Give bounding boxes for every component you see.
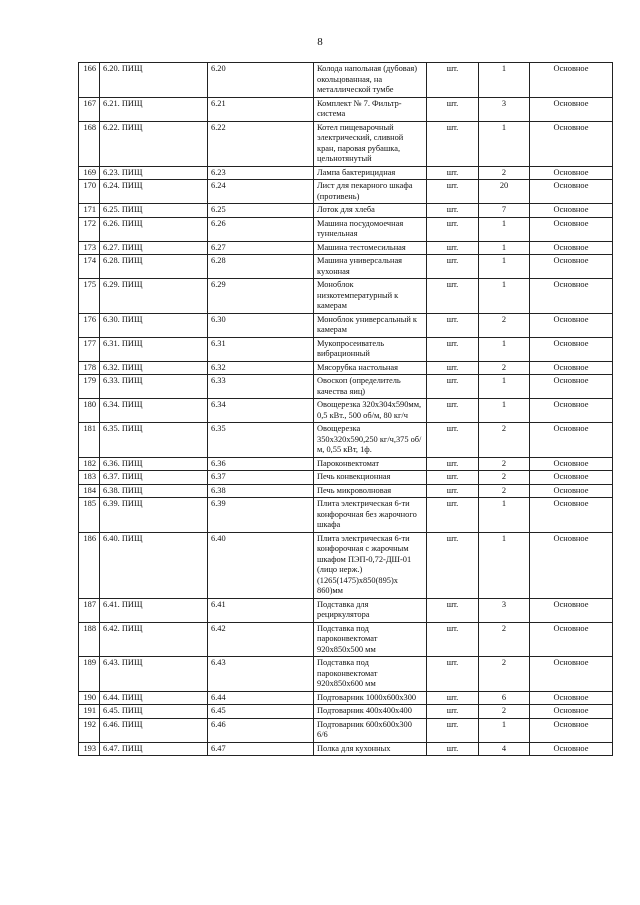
- item-reference-cell: 6.23: [208, 166, 314, 180]
- equipment-type-cell: Основное: [530, 532, 613, 598]
- item-code-cell: 6.23. ПИЩ: [100, 166, 208, 180]
- row-number-cell: 171: [79, 204, 100, 218]
- quantity-cell: 7: [479, 204, 530, 218]
- item-reference-cell: 6.27: [208, 241, 314, 255]
- table-row: [79, 180, 613, 204]
- equipment-type-cell: Основное: [530, 337, 613, 361]
- item-name-cell: Подтоварник 400х400х400: [314, 705, 427, 719]
- equipment-type-cell: Основное: [530, 121, 613, 166]
- item-name-cell: Колода напольная (дубовая) окольцованная, на металлической тумбе: [314, 63, 427, 98]
- row-number-cell: 181: [79, 423, 100, 458]
- table-row: [79, 742, 613, 756]
- table-row: [79, 498, 613, 533]
- row-number-cell: 185: [79, 498, 100, 533]
- item-name-cell: Подтоварник 1000х600х300: [314, 691, 427, 705]
- item-reference-cell: 6.38: [208, 484, 314, 498]
- item-reference-cell: 6.25: [208, 204, 314, 218]
- item-code-cell: 6.43. ПИЩ: [100, 657, 208, 692]
- unit-cell: шт.: [427, 399, 479, 423]
- item-name-cell: Овоскоп (определитель качества яиц): [314, 375, 427, 399]
- item-reference-cell: 6.28: [208, 255, 314, 279]
- unit-cell: шт.: [427, 532, 479, 598]
- equipment-type-cell: Основное: [530, 279, 613, 314]
- row-number-cell: 189: [79, 657, 100, 692]
- quantity-cell: 2: [479, 484, 530, 498]
- item-code-cell: 6.38. ПИЩ: [100, 484, 208, 498]
- unit-cell: шт.: [427, 375, 479, 399]
- equipment-type-cell: Основное: [530, 204, 613, 218]
- quantity-cell: 2: [479, 471, 530, 485]
- row-number-cell: 191: [79, 705, 100, 719]
- table-row: [79, 705, 613, 719]
- item-name-cell: Овощерезка 320х304х590мм, 0,5 кВт., 500 об/м, 80 кг/ч: [314, 399, 427, 423]
- item-name-cell: Комплект № 7. Фильтр-система: [314, 97, 427, 121]
- table-row: [79, 204, 613, 218]
- equipment-type-cell: Основное: [530, 484, 613, 498]
- equipment-type-cell: Основное: [530, 166, 613, 180]
- item-reference-cell: 6.26: [208, 217, 314, 241]
- item-reference-cell: 6.22: [208, 121, 314, 166]
- item-name-cell: Мясорубка настольная: [314, 361, 427, 375]
- table-row: [79, 622, 613, 657]
- table-row: [79, 255, 613, 279]
- equipment-type-cell: Основное: [530, 657, 613, 692]
- unit-cell: шт.: [427, 457, 479, 471]
- item-reference-cell: 6.20: [208, 63, 314, 98]
- table-row: [79, 691, 613, 705]
- item-reference-cell: 6.31: [208, 337, 314, 361]
- quantity-cell: 2: [479, 705, 530, 719]
- unit-cell: шт.: [427, 97, 479, 121]
- equipment-type-cell: Основное: [530, 361, 613, 375]
- item-reference-cell: 6.44: [208, 691, 314, 705]
- item-reference-cell: 6.40: [208, 532, 314, 598]
- equipment-type-cell: Основное: [530, 471, 613, 485]
- item-code-cell: 6.33. ПИЩ: [100, 375, 208, 399]
- unit-cell: шт.: [427, 121, 479, 166]
- item-code-cell: 6.29. ПИЩ: [100, 279, 208, 314]
- item-code-cell: 6.21. ПИЩ: [100, 97, 208, 121]
- table-row: [79, 484, 613, 498]
- item-reference-cell: 6.47: [208, 742, 314, 756]
- unit-cell: шт.: [427, 498, 479, 533]
- quantity-cell: 2: [479, 423, 530, 458]
- row-number-cell: 186: [79, 532, 100, 598]
- row-number-cell: 169: [79, 166, 100, 180]
- row-number-cell: 182: [79, 457, 100, 471]
- table-row: [79, 471, 613, 485]
- table-row: [79, 166, 613, 180]
- item-reference-cell: 6.21: [208, 97, 314, 121]
- quantity-cell: 2: [479, 313, 530, 337]
- item-reference-cell: 6.46: [208, 718, 314, 742]
- item-reference-cell: 6.24: [208, 180, 314, 204]
- row-number-cell: 176: [79, 313, 100, 337]
- unit-cell: шт.: [427, 241, 479, 255]
- row-number-cell: 192: [79, 718, 100, 742]
- item-code-cell: 6.40. ПИЩ: [100, 532, 208, 598]
- equipment-type-cell: Основное: [530, 375, 613, 399]
- table-row: [79, 657, 613, 692]
- equipment-type-cell: Основное: [530, 423, 613, 458]
- item-name-cell: Подставка для рециркулятора: [314, 598, 427, 622]
- item-code-cell: 6.31. ПИЩ: [100, 337, 208, 361]
- inventory-table-body: [79, 63, 613, 756]
- row-number-cell: 172: [79, 217, 100, 241]
- table-row: [79, 279, 613, 314]
- unit-cell: шт.: [427, 313, 479, 337]
- row-number-cell: 173: [79, 241, 100, 255]
- equipment-type-cell: Основное: [530, 399, 613, 423]
- item-name-cell: Моноблок универсальный к камерам: [314, 313, 427, 337]
- table-row: [79, 97, 613, 121]
- quantity-cell: 1: [479, 241, 530, 255]
- item-name-cell: Овощерезка 350х320х590,250 кг/ч,375 об/м, 0,55 кВт, 1ф.: [314, 423, 427, 458]
- item-code-cell: 6.30. ПИЩ: [100, 313, 208, 337]
- quantity-cell: 1: [479, 63, 530, 98]
- item-name-cell: Печь микроволновая: [314, 484, 427, 498]
- item-reference-cell: 6.33: [208, 375, 314, 399]
- row-number-cell: 178: [79, 361, 100, 375]
- table-row: [79, 375, 613, 399]
- quantity-cell: 20: [479, 180, 530, 204]
- item-code-cell: 6.45. ПИЩ: [100, 705, 208, 719]
- unit-cell: шт.: [427, 691, 479, 705]
- quantity-cell: 2: [479, 457, 530, 471]
- item-reference-cell: 6.41: [208, 598, 314, 622]
- item-code-cell: 6.25. ПИЩ: [100, 204, 208, 218]
- row-number-cell: 167: [79, 97, 100, 121]
- unit-cell: шт.: [427, 166, 479, 180]
- equipment-type-cell: Основное: [530, 691, 613, 705]
- unit-cell: шт.: [427, 180, 479, 204]
- item-code-cell: 6.20. ПИЩ: [100, 63, 208, 98]
- unit-cell: шт.: [427, 484, 479, 498]
- row-number-cell: 188: [79, 622, 100, 657]
- item-name-cell: Пароконвектомат: [314, 457, 427, 471]
- table-row: [79, 457, 613, 471]
- quantity-cell: 2: [479, 622, 530, 657]
- item-code-cell: 6.46. ПИЩ: [100, 718, 208, 742]
- table-row: [79, 423, 613, 458]
- item-name-cell: Плита электрическая 6-ти конфорочная без жарочного шкафа: [314, 498, 427, 533]
- item-reference-cell: 6.35: [208, 423, 314, 458]
- unit-cell: шт.: [427, 361, 479, 375]
- unit-cell: шт.: [427, 705, 479, 719]
- item-reference-cell: 6.43: [208, 657, 314, 692]
- item-code-cell: 6.39. ПИЩ: [100, 498, 208, 533]
- equipment-type-cell: Основное: [530, 498, 613, 533]
- unit-cell: шт.: [427, 718, 479, 742]
- row-number-cell: 180: [79, 399, 100, 423]
- item-reference-cell: 6.29: [208, 279, 314, 314]
- item-name-cell: Подставка под пароконвектомат 920х850х600 мм: [314, 657, 427, 692]
- unit-cell: шт.: [427, 423, 479, 458]
- item-code-cell: 6.32. ПИЩ: [100, 361, 208, 375]
- unit-cell: шт.: [427, 217, 479, 241]
- item-name-cell: Моноблок низкотемпературный к камерам: [314, 279, 427, 314]
- item-code-cell: 6.47. ПИЩ: [100, 742, 208, 756]
- item-reference-cell: 6.45: [208, 705, 314, 719]
- quantity-cell: 6: [479, 691, 530, 705]
- row-number-cell: 179: [79, 375, 100, 399]
- quantity-cell: 3: [479, 97, 530, 121]
- item-code-cell: 6.37. ПИЩ: [100, 471, 208, 485]
- item-name-cell: Подставка под пароконвектомат 920х850х500 мм: [314, 622, 427, 657]
- item-code-cell: 6.22. ПИЩ: [100, 121, 208, 166]
- row-number-cell: 183: [79, 471, 100, 485]
- item-name-cell: Полка для кухонных: [314, 742, 427, 756]
- item-reference-cell: 6.42: [208, 622, 314, 657]
- item-reference-cell: 6.34: [208, 399, 314, 423]
- quantity-cell: 1: [479, 718, 530, 742]
- unit-cell: шт.: [427, 337, 479, 361]
- unit-cell: шт.: [427, 204, 479, 218]
- equipment-type-cell: Основное: [530, 255, 613, 279]
- item-reference-cell: 6.39: [208, 498, 314, 533]
- item-name-cell: Машина тестомесильная: [314, 241, 427, 255]
- item-name-cell: Машина посудомоечная туннельная: [314, 217, 427, 241]
- item-code-cell: 6.36. ПИЩ: [100, 457, 208, 471]
- unit-cell: шт.: [427, 598, 479, 622]
- item-name-cell: Лампа бактерицидная: [314, 166, 427, 180]
- table-row: [79, 217, 613, 241]
- item-code-cell: 6.28. ПИЩ: [100, 255, 208, 279]
- table-row: [79, 241, 613, 255]
- table-row: [79, 718, 613, 742]
- item-code-cell: 6.24. ПИЩ: [100, 180, 208, 204]
- row-number-cell: 190: [79, 691, 100, 705]
- equipment-type-cell: Основное: [530, 217, 613, 241]
- unit-cell: шт.: [427, 279, 479, 314]
- table-row: [79, 399, 613, 423]
- item-code-cell: 6.34. ПИЩ: [100, 399, 208, 423]
- unit-cell: шт.: [427, 471, 479, 485]
- page-number: 8: [317, 36, 323, 48]
- unit-cell: шт.: [427, 742, 479, 756]
- equipment-type-cell: Основное: [530, 63, 613, 98]
- equipment-type-cell: Основное: [530, 180, 613, 204]
- item-code-cell: 6.27. ПИЩ: [100, 241, 208, 255]
- table-row: [79, 337, 613, 361]
- equipment-type-cell: Основное: [530, 97, 613, 121]
- quantity-cell: 1: [479, 217, 530, 241]
- equipment-type-cell: Основное: [530, 742, 613, 756]
- row-number-cell: 168: [79, 121, 100, 166]
- item-code-cell: 6.44. ПИЩ: [100, 691, 208, 705]
- row-number-cell: 187: [79, 598, 100, 622]
- table-row: [79, 598, 613, 622]
- item-code-cell: 6.41. ПИЩ: [100, 598, 208, 622]
- quantity-cell: 1: [479, 375, 530, 399]
- item-name-cell: Машина универсальная кухонная: [314, 255, 427, 279]
- quantity-cell: 2: [479, 166, 530, 180]
- equipment-type-cell: Основное: [530, 241, 613, 255]
- unit-cell: шт.: [427, 63, 479, 98]
- table-row: [79, 532, 613, 598]
- row-number-cell: 177: [79, 337, 100, 361]
- item-name-cell: Котел пищеварочный электрический, сливной кран, паровая рубашка, цельнотянутый: [314, 121, 427, 166]
- row-number-cell: 175: [79, 279, 100, 314]
- equipment-type-cell: Основное: [530, 313, 613, 337]
- quantity-cell: 1: [479, 532, 530, 598]
- unit-cell: шт.: [427, 657, 479, 692]
- item-reference-cell: 6.30: [208, 313, 314, 337]
- equipment-type-cell: Основное: [530, 718, 613, 742]
- item-code-cell: 6.26. ПИЩ: [100, 217, 208, 241]
- equipment-type-cell: Основное: [530, 622, 613, 657]
- equipment-type-cell: Основное: [530, 598, 613, 622]
- item-name-cell: Лоток для хлеба: [314, 204, 427, 218]
- item-name-cell: Печь конвекционная: [314, 471, 427, 485]
- quantity-cell: 1: [479, 337, 530, 361]
- item-name-cell: Лист для пекарного шкафа (противень): [314, 180, 427, 204]
- item-name-cell: Подтоварник 600х600х300 6/6: [314, 718, 427, 742]
- unit-cell: шт.: [427, 255, 479, 279]
- equipment-type-cell: Основное: [530, 457, 613, 471]
- row-number-cell: 184: [79, 484, 100, 498]
- row-number-cell: 170: [79, 180, 100, 204]
- item-code-cell: 6.35. ПИЩ: [100, 423, 208, 458]
- item-name-cell: Мукопросеиватель вибрационный: [314, 337, 427, 361]
- quantity-cell: 2: [479, 361, 530, 375]
- row-number-cell: 174: [79, 255, 100, 279]
- row-number-cell: 193: [79, 742, 100, 756]
- table-row: [79, 63, 613, 98]
- quantity-cell: 1: [479, 255, 530, 279]
- table-row: [79, 361, 613, 375]
- item-reference-cell: 6.32: [208, 361, 314, 375]
- quantity-cell: 3: [479, 598, 530, 622]
- inventory-table: [78, 62, 613, 756]
- table-row: [79, 121, 613, 166]
- quantity-cell: 1: [479, 121, 530, 166]
- item-reference-cell: 6.37: [208, 471, 314, 485]
- quantity-cell: 1: [479, 498, 530, 533]
- row-number-cell: 166: [79, 63, 100, 98]
- unit-cell: шт.: [427, 622, 479, 657]
- equipment-type-cell: Основное: [530, 705, 613, 719]
- item-name-cell: Плита электрическая 6-ти конфорочная с жарочным шкафом ПЭП-0,72-ДШ-01 (лицо нерж.) (1265(1475)х850(895)х 860)мм: [314, 532, 427, 598]
- quantity-cell: 4: [479, 742, 530, 756]
- quantity-cell: 2: [479, 657, 530, 692]
- item-code-cell: 6.42. ПИЩ: [100, 622, 208, 657]
- table-row: [79, 313, 613, 337]
- quantity-cell: 1: [479, 279, 530, 314]
- quantity-cell: 1: [479, 399, 530, 423]
- item-reference-cell: 6.36: [208, 457, 314, 471]
